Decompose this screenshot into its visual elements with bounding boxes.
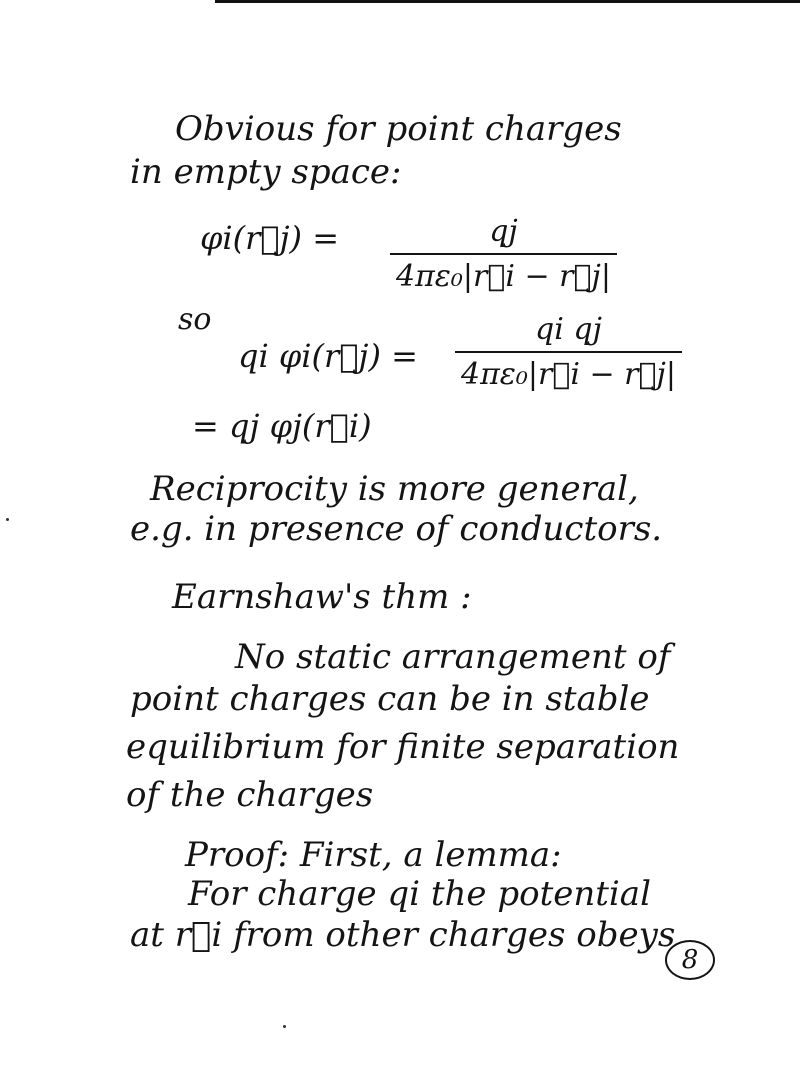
top-edge-rule xyxy=(215,0,800,3)
scan-speck xyxy=(283,1025,286,1028)
so-label: so xyxy=(178,302,212,337)
equation-1-numerator: qj xyxy=(489,214,518,249)
text-line-3: Reciprocity is more general, xyxy=(150,469,639,509)
equation-2-fraction xyxy=(455,312,682,392)
text-line-2: in empty space: xyxy=(130,152,402,192)
text-line-9: of the charges xyxy=(126,775,374,815)
text-line-6: No static arrangement of xyxy=(235,637,671,677)
page-number-circle xyxy=(665,940,715,980)
equation-3: = qj φj(r⃗i) xyxy=(192,407,372,445)
equation-1-fraction xyxy=(390,214,617,294)
equation-1-denominator: 4πε₀|r⃗i − r⃗j| xyxy=(390,253,617,294)
text-line-4: e.g. in presence of conductors. xyxy=(130,509,663,549)
text-line-11: For charge qi the potential xyxy=(188,874,651,914)
equation-2-denominator: 4πε₀|r⃗i − r⃗j| xyxy=(455,351,682,392)
scan-speck xyxy=(6,518,9,521)
equation-1-lhs: φi(r⃗j) = xyxy=(200,219,340,257)
equation-2-numerator: qi qj xyxy=(535,312,602,347)
equation-2-lhs: qi φi(r⃗j) = xyxy=(238,337,418,375)
text-line-1: Obvious for point charges xyxy=(175,109,622,149)
text-line-8: equilibrium for finite separation xyxy=(126,727,680,767)
text-line-10: Proof: First, a lemma: xyxy=(185,835,562,875)
page-number: 8 xyxy=(681,945,699,975)
text-line-7: point charges can be in stable xyxy=(130,679,650,719)
text-line-5: Earnshaw's thm : xyxy=(172,577,472,617)
text-line-12: at r⃗i from other charges obeys xyxy=(130,915,676,955)
